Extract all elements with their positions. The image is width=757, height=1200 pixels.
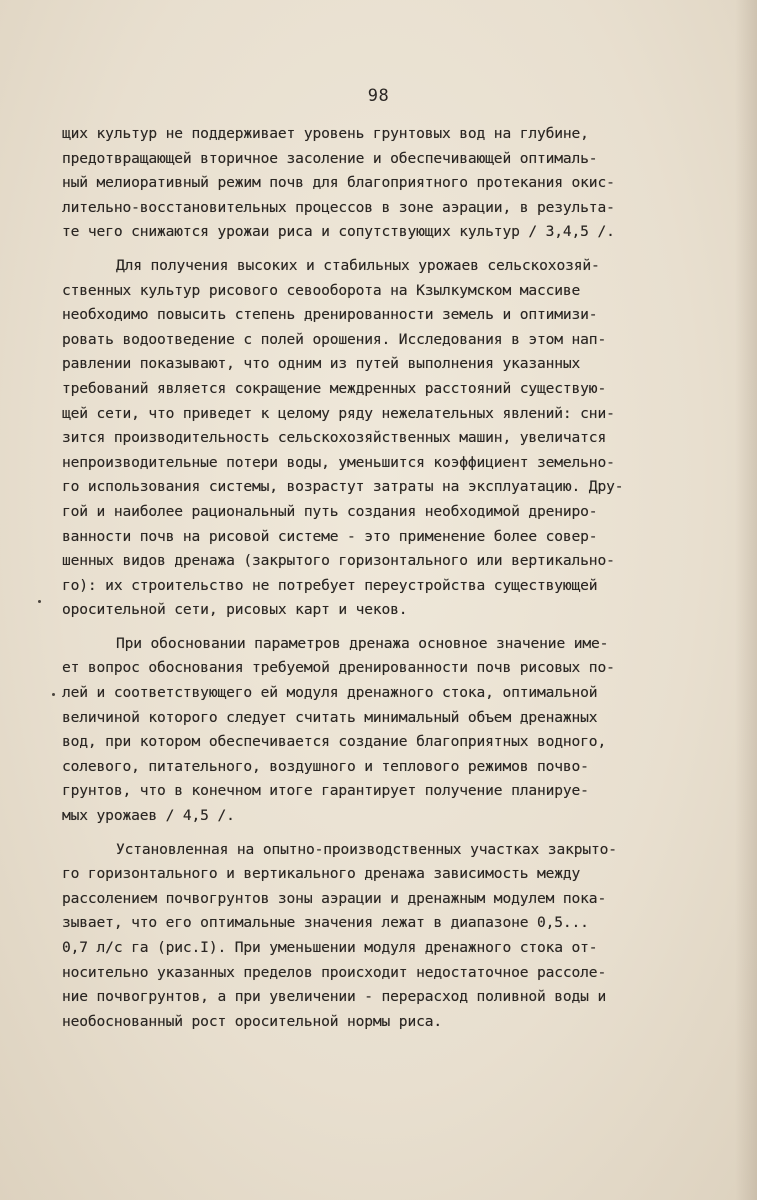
text-line: непроизводительные потери воды, уменьшится коэффициент земельно-: [62, 453, 615, 471]
text-line: ванности почв на рисовой системе - это применение более совер-: [62, 527, 598, 545]
text-line: го горизонтального и вертикального дренажа зависимость между: [62, 865, 581, 883]
text-line: вод, при котором обеспечивается создание благоприятных водного,: [62, 733, 607, 751]
paragraph-3: [62, 632, 702, 829]
paragraph-4: [62, 838, 702, 1035]
paragraph-2: [62, 254, 702, 623]
text-line: ровать водоотведение с полей орошения. Исследования в этом нап-: [62, 330, 607, 348]
text-line: зывает, что его оптимальные значения лежат в диапазоне 0,5...: [62, 914, 589, 932]
margin-speck: [52, 693, 55, 696]
paragraph-1: [62, 122, 702, 245]
text-line: го): их строительство не потребует переустройства существующей: [62, 576, 598, 594]
text-line: требований является сокращение междренных расстояний существую-: [62, 379, 607, 397]
text-line: носительно указанных пределов происходит недостаточное рассоле-: [62, 963, 607, 981]
text-line: предотвращающей вторичное засоление и обеспечивающей оптималь-: [62, 149, 598, 167]
text-line: 0,7 л/с га (рис.I). При уменьшении модуля дренажного стока от-: [62, 939, 598, 956]
text-line: необходимо повысить степень дренированности земель и оптимизи-: [62, 306, 598, 324]
text-line: щей сети, что приведет к целому ряду нежелательных явлений: сни-: [62, 404, 615, 422]
text-line: ние почвогрунтов, а при увеличении - перерасход поливной воды и: [62, 988, 607, 1006]
text-line: оросительной сети, рисовых карт и чеков.: [62, 601, 408, 619]
text-line: ет вопрос обоснования требуемой дренированности почв рисовых по-: [62, 659, 615, 677]
page-edge-shadow: [735, 0, 757, 1200]
body-text: [62, 122, 702, 1034]
text-line: грунтов, что в конечном итоге гарантирует получение планируе-: [62, 782, 589, 800]
text-line: солевого, питательного, воздушного и теплового режимов почво-: [62, 757, 589, 775]
text-line: ный мелиоративный режим почв для благоприятного протекания окис-: [62, 174, 615, 192]
text-line: щих культур не поддерживает уровень грунтовых вод на глубине,: [62, 125, 589, 142]
text-line: ственных культур рисового севооборота на Кзылкумском массиве: [62, 281, 581, 299]
text-line: мых урожаев / 4,5 /.: [62, 807, 235, 825]
page-number: 98: [367, 86, 390, 106]
text-line: величиной которого следует считать минимальный объем дренажных: [62, 708, 598, 726]
text-line: Установленная на опытно-производственных участках закрыто-: [116, 840, 617, 858]
text-line: гой и наиболее рациональный путь создания необходимой дрениро-: [62, 502, 598, 520]
text-line: шенных видов дренажа (закрытого горизонтального или вертикально-: [62, 552, 615, 570]
text-line: го использования системы, возрастут затраты на эксплуатацию. Дру-: [62, 478, 624, 496]
text-line: Для получения высоких и стабильных урожаев сельскохозяй-: [116, 256, 600, 274]
text-line: зится производительность сельскохозяйственных машин, увеличатся: [62, 429, 607, 447]
text-line: рассолением почвогрунтов зоны аэрации и дренажным модулем пока-: [62, 889, 607, 907]
text-line: необоснованный рост оросительной нормы риса.: [62, 1012, 442, 1030]
text-line: те чего снижаются урожаи риса и сопутствующих культур / 3,4,5 /.: [62, 223, 615, 241]
text-line: лей и соответствующего ей модуля дренажного стока, оптимальной: [62, 684, 598, 702]
margin-speck: [38, 600, 41, 603]
text-line: При обосновании параметров дренажа основное значение име-: [116, 634, 609, 652]
text-line: лительно-восстановительных процессов в зоне аэрации, в результа-: [62, 198, 615, 216]
text-line: равлении показывают, что одним из путей выполнения указанных: [62, 355, 581, 373]
